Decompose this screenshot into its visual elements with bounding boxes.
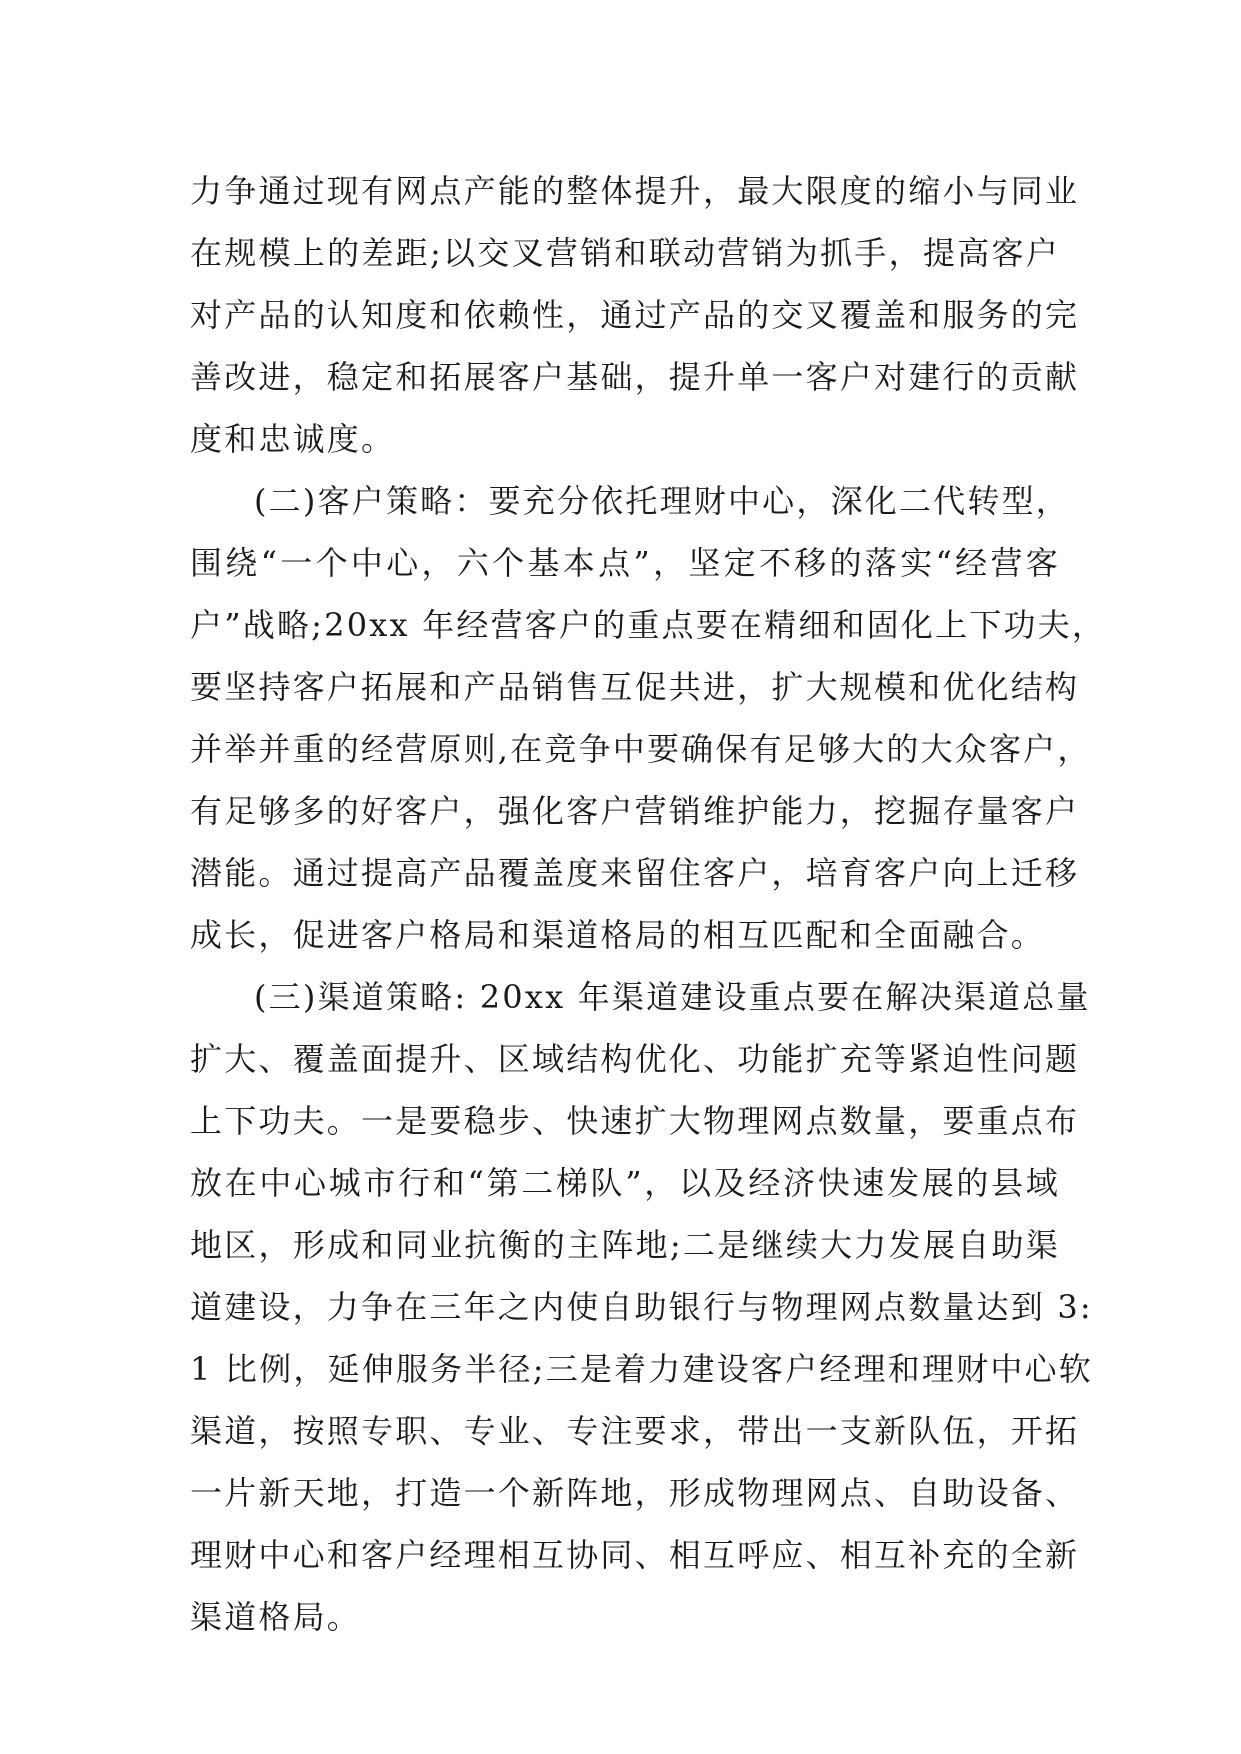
paragraph-line: 在规模上的差距;以交叉营销和联动营销为抓手，提高客户 — [190, 234, 1060, 272]
paragraph-3-channel-strategy — [190, 966, 1093, 1648]
paragraph-line: 力争通过现有网点产能的整体提升，最大限度的缩小与同业 — [190, 172, 1080, 210]
paragraph-line: 潜能。通过提高产品覆盖度来留住客户，培育客户向上迁移 — [190, 854, 1080, 892]
paragraph-line: 围绕“一个中心，六个基本点”，坚定不移的落实“经营客 — [190, 544, 1060, 582]
paragraph-line: 对产品的认知度和依赖性，通过产品的交叉覆盖和服务的完 — [190, 296, 1080, 334]
paragraph-line: 一片新天地，打造一个新阵地，形成物理网点、自助设备、 — [190, 1474, 1080, 1512]
paragraph-line: 度和忠诚度。 — [190, 420, 396, 458]
paragraph-line: 善改进，稳定和拓展客户基础，提升单一客户对建行的贡献 — [190, 358, 1080, 396]
paragraph-line: 理财中心和客户经理相互协同、相互呼应、相互补充的全新 — [190, 1536, 1080, 1574]
paragraph-line: 有足够多的好客户，强化客户营销维护能力，挖掘存量客户 — [190, 792, 1080, 830]
paragraph-line: 渠道格局。 — [190, 1598, 362, 1636]
paragraph-line: 要坚持客户拓展和产品销售互促共进，扩大规模和优化结构 — [190, 668, 1080, 706]
document-body — [190, 160, 1107, 1648]
paragraph-line: 户”战略;20xx 年经营客户的重点要在精细和固化上下功夫， — [190, 606, 1107, 644]
paragraph-line: 渠道，按照专职、专业、专注要求，带出一支新队伍，开拓 — [190, 1412, 1080, 1450]
paragraph-line: 地区，形成和同业抗衡的主阵地;二是继续大力发展自助渠 — [190, 1226, 1060, 1264]
paragraph-line: (二)客户策略：要充分依托理财中心，深化二代转型， — [254, 482, 1070, 520]
paragraph-1 — [190, 160, 1080, 470]
paragraph-line: (三)渠道策略: 20xx 年渠道建设重点要在解决渠道总量 — [254, 978, 1091, 1016]
paragraph-2-customer-strategy — [190, 470, 1107, 966]
paragraph-line: 1 比例，延伸服务半径;三是着力建设客户经理和理财中心软 — [190, 1350, 1093, 1388]
paragraph-line: 放在中心城市行和“第二梯队”，以及经济快速发展的县域 — [190, 1164, 1060, 1202]
paragraph-line: 并举并重的经营原则,在竞争中要确保有足够大的大众客户， — [190, 730, 1092, 768]
paragraph-line: 上下功夫。一是要稳步、快速扩大物理网点数量，要重点布 — [190, 1102, 1080, 1140]
paragraph-line: 成长，促进客户格局和渠道格局的相互匹配和全面融合。 — [190, 916, 1046, 954]
paragraph-line: 道建设，力争在三年之内使自助银行与物理网点数量达到 3: — [190, 1288, 1093, 1326]
paragraph-line: 扩大、覆盖面提升、区域结构优化、功能扩充等紧迫性问题 — [190, 1040, 1080, 1078]
